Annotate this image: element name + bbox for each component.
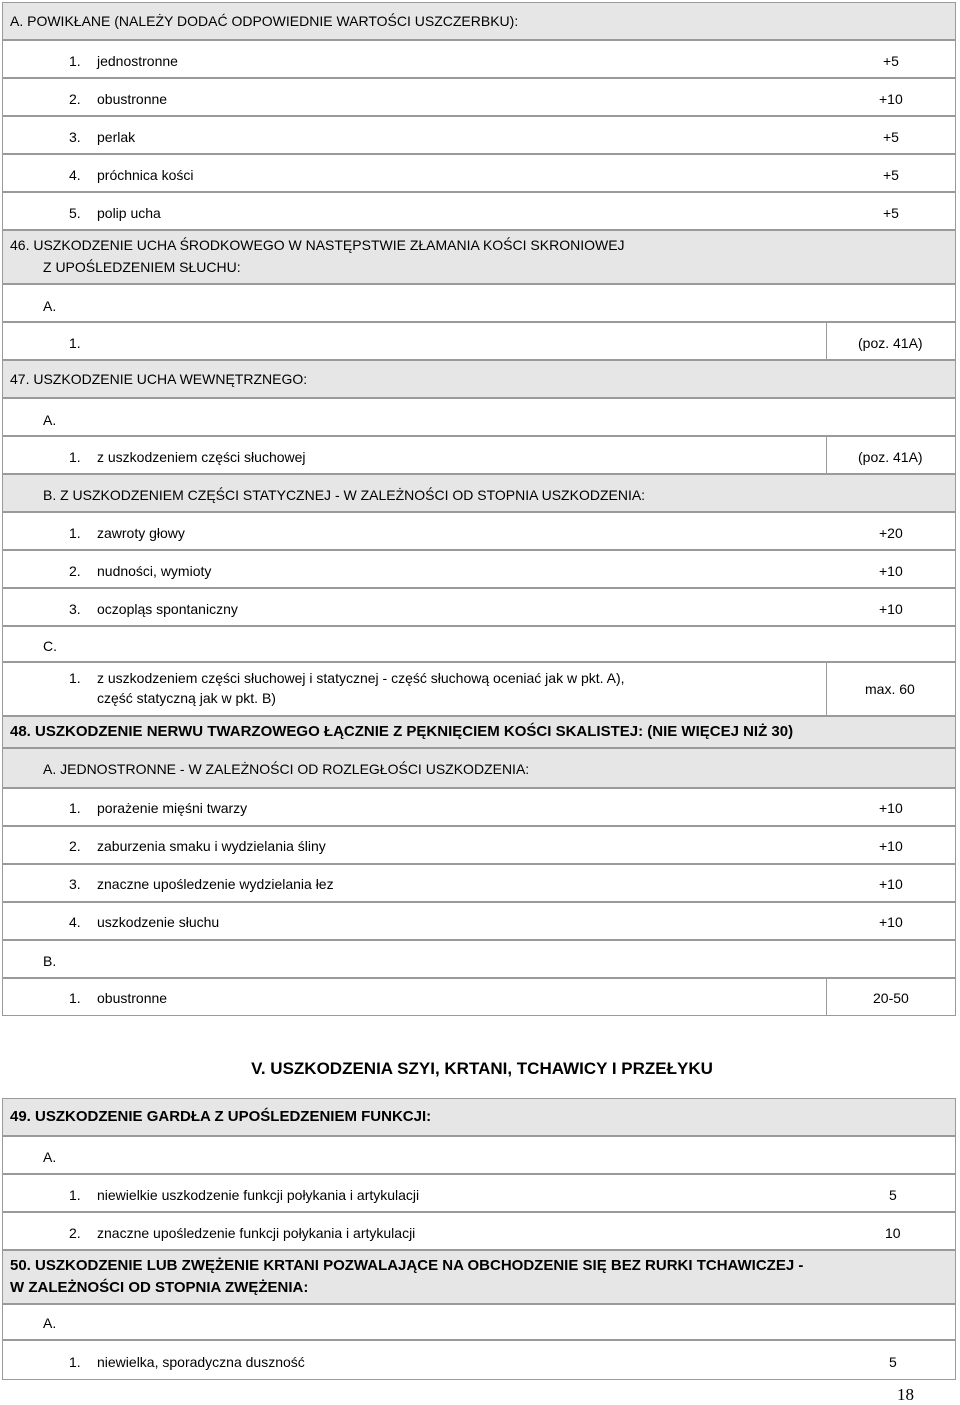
- item-label-line2: część statyczną jak w pkt. B): [97, 690, 276, 706]
- section-50-header: [2, 1250, 956, 1304]
- item-number: 3.: [69, 876, 81, 892]
- item-value: max. 60: [865, 681, 915, 697]
- subsection-a: [2, 1304, 956, 1340]
- item-label: perlak: [97, 129, 136, 145]
- item-value: 5: [889, 1187, 897, 1203]
- section-48-header: [2, 716, 956, 748]
- section-47-header: [2, 360, 956, 398]
- section-48-title: 48. USZKODZENIE NERWU TWARZOWEGO ŁĄCZNIE Z PĘKNIĘCIEM KOŚCI SKALISTEJ: (NIE WIĘCEJ NIŻ 30): [10, 723, 794, 740]
- list-item: [2, 512, 956, 550]
- list-item: [2, 864, 956, 902]
- subsection-a-header: [2, 748, 956, 788]
- subsection-a-label: A.: [43, 1315, 57, 1331]
- item-value: +10: [879, 838, 903, 854]
- chapter-heading: V. USZKODZENIA SZYI, KRTANI, TCHAWICY I PRZEŁYKU: [251, 1059, 713, 1078]
- item-label-line1: z uszkodzeniem części słuchowej i statycznej - część słuchową oceniać jak w pkt. A),: [97, 670, 625, 686]
- item-number: 1.: [69, 1187, 81, 1203]
- section-46-title-line2: Z UPOŚLEDZENIEM SŁUCHU:: [43, 259, 241, 275]
- item-value: 5: [889, 1354, 897, 1370]
- item-value: +10: [879, 876, 903, 892]
- item-value: +5: [883, 129, 899, 145]
- item-number: 4.: [69, 914, 81, 930]
- item-label: niewielka, sporadyczna duszność: [97, 1354, 305, 1370]
- section-49-header: [2, 1098, 956, 1136]
- item-number: 3.: [69, 129, 81, 145]
- list-item: [2, 662, 956, 716]
- list-item: [2, 788, 956, 826]
- item-value: +5: [883, 167, 899, 183]
- item-value: +10: [879, 563, 903, 579]
- item-value: (poz. 41A): [858, 335, 923, 351]
- item-number: 1.: [69, 990, 81, 1006]
- item-label: znaczne upośledzenie funkcji połykania i artykulacji: [97, 1225, 416, 1241]
- item-value: +5: [883, 205, 899, 221]
- item-number: 1.: [69, 449, 81, 465]
- list-item: [2, 826, 956, 864]
- item-label: obustronne: [97, 990, 168, 1006]
- subsection-a: [2, 398, 956, 436]
- page-number: 18: [897, 1385, 914, 1404]
- section-45a-title: A. POWIKŁANE (NALEŻY DODAĆ ODPOWIEDNIE WARTOŚCI USZCZERBKU):: [10, 13, 519, 29]
- subsection-b: [2, 940, 956, 978]
- list-item: [2, 978, 956, 1016]
- item-label: nudności, wymioty: [97, 563, 212, 579]
- section-45a-header: [2, 2, 956, 40]
- item-label: znaczne upośledzenie wydzielania łez: [97, 876, 334, 892]
- list-item: [2, 588, 956, 626]
- item-number: 2.: [69, 91, 81, 107]
- subsection-c-label: C.: [43, 638, 57, 654]
- item-number: 1.: [69, 670, 81, 686]
- item-label: oczopląs spontaniczny: [97, 601, 238, 617]
- list-item: [2, 1340, 956, 1380]
- item-label: zawroty głowy: [97, 525, 185, 541]
- item-number: 3.: [69, 601, 81, 617]
- item-value: 10: [885, 1225, 901, 1241]
- subsection-b-label: B.: [43, 953, 57, 969]
- list-item: [2, 902, 956, 940]
- item-value: +10: [879, 914, 903, 930]
- list-item: [2, 436, 956, 474]
- list-item: [2, 192, 956, 230]
- list-item: [2, 550, 956, 588]
- item-label: obustronne: [97, 91, 168, 107]
- subsection-a-title: A. JEDNOSTRONNE - W ZALEŻNOŚCI OD ROZLEGŁOŚCI USZKODZENIA:: [43, 761, 530, 777]
- subsection-a-label: A.: [43, 298, 57, 314]
- item-number: 1.: [69, 1354, 81, 1370]
- item-number: 2.: [69, 1225, 81, 1241]
- list-item: [2, 322, 956, 360]
- item-value: (poz. 41A): [858, 449, 923, 465]
- value-column-divider: [826, 436, 827, 474]
- item-number: 1.: [69, 53, 81, 69]
- item-value: +10: [879, 91, 903, 107]
- list-item: [2, 1212, 956, 1250]
- item-value: +5: [883, 53, 899, 69]
- value-column-divider: [826, 978, 827, 1016]
- item-number: 5.: [69, 205, 81, 221]
- subsection-b-header: [2, 474, 956, 512]
- section-49-title: 49. USZKODZENIE GARDŁA Z UPOŚLEDZENIEM FUNKCJI:: [10, 1108, 432, 1125]
- list-item: [2, 78, 956, 116]
- item-label: uszkodzenie słuchu: [97, 914, 220, 930]
- item-label: próchnica kości: [97, 167, 194, 183]
- list-item: [2, 154, 956, 192]
- item-label: jednostronne: [97, 53, 178, 69]
- value-column-divider: [826, 322, 827, 360]
- subsection-a: [2, 1136, 956, 1174]
- item-label: niewielkie uszkodzenie funkcji połykania i artykulacji: [97, 1187, 420, 1203]
- item-number: 2.: [69, 563, 81, 579]
- subsection-a-label: A.: [43, 412, 57, 428]
- item-number: 4.: [69, 167, 81, 183]
- list-item: [2, 116, 956, 154]
- section-46-header: [2, 230, 956, 284]
- item-label: z uszkodzeniem części słuchowej: [97, 449, 306, 465]
- subsection-c: [2, 626, 956, 662]
- subsection-a: [2, 284, 956, 322]
- list-item: [2, 1174, 956, 1212]
- subsection-b-title: B. Z USZKODZENIEM CZĘŚCI STATYCZNEJ - W ZALEŻNOŚCI OD STOPNIA USZKODZENIA:: [43, 487, 646, 503]
- item-label: porażenie mięśni twarzy: [97, 800, 248, 816]
- value-column-divider: [826, 662, 827, 716]
- item-number: 2.: [69, 838, 81, 854]
- item-value: +10: [879, 601, 903, 617]
- item-number: 1.: [69, 525, 81, 541]
- item-label: polip ucha: [97, 205, 161, 221]
- item-number: 1.: [69, 335, 81, 351]
- item-label: zaburzenia smaku i wydzielania śliny: [97, 838, 326, 854]
- item-value: 20-50: [873, 990, 909, 1006]
- list-item: [2, 40, 956, 78]
- item-number: 1.: [69, 800, 81, 816]
- section-47-title: 47. USZKODZENIE UCHA WEWNĘTRZNEGO:: [10, 371, 308, 387]
- section-50-title-line1: 50. USZKODZENIE LUB ZWĘŻENIE KRTANI POZWALAJĄCE NA OBCHODZENIE SIĘ BEZ RURKI TCHAWICZEJ -: [10, 1257, 804, 1274]
- item-value: +10: [879, 800, 903, 816]
- section-50-title-line2: W ZALEŻNOŚCI OD STOPNIA ZWĘŻENIA:: [10, 1279, 309, 1296]
- section-46-title-line1: 46. USZKODZENIE UCHA ŚRODKOWEGO W NASTĘPSTWIE ZŁAMANIA KOŚCI SKRONIOWEJ: [10, 237, 625, 253]
- subsection-a-label: A.: [43, 1149, 57, 1165]
- item-value: +20: [879, 525, 903, 541]
